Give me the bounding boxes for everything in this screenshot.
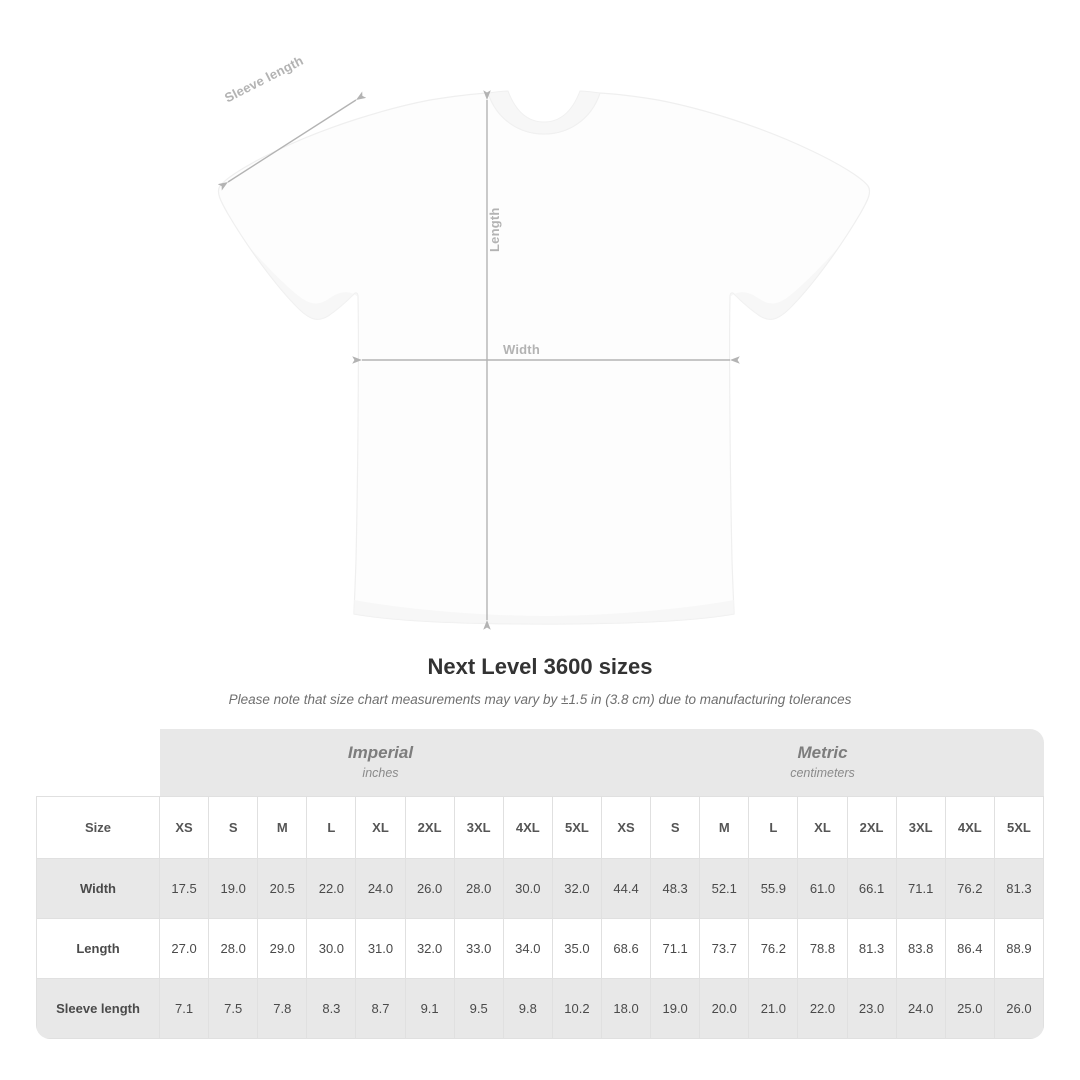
width-metric-4xl: 76.2 (945, 859, 994, 919)
width-metric-3xl: 71.1 (896, 859, 945, 919)
length-imperial-2xl: 32.0 (405, 919, 454, 979)
row-label-length: Length (37, 919, 160, 979)
width-imperial-3xl: 28.0 (454, 859, 503, 919)
sleeve-imperial-l: 8.3 (307, 979, 356, 1039)
sleeve-metric-4xl: 25.0 (945, 979, 994, 1039)
length-metric-5xl: 88.9 (994, 919, 1043, 979)
length-metric-3xl: 83.8 (896, 919, 945, 979)
table-row (37, 919, 1044, 979)
size-header-metric-3xl: 3XL (896, 797, 945, 859)
imperial-unit-label: inches (362, 766, 399, 780)
size-header-imperial-xs: XS (160, 797, 209, 859)
size-header-imperial-m: M (258, 797, 307, 859)
sleeve-length-label: Sleeve length (222, 52, 306, 106)
width-metric-2xl: 66.1 (847, 859, 896, 919)
table-row (37, 859, 1044, 919)
table-row (37, 979, 1044, 1039)
width-imperial-4xl: 30.0 (503, 859, 552, 919)
sleeve-metric-xs: 18.0 (601, 979, 650, 1039)
length-metric-xl: 78.8 (798, 919, 847, 979)
length-imperial-3xl: 33.0 (454, 919, 503, 979)
width-label: Width (503, 342, 540, 357)
size-header-metric-l: L (749, 797, 798, 859)
width-metric-xl: 61.0 (798, 859, 847, 919)
size-header-metric-4xl: 4XL (945, 797, 994, 859)
sleeve-imperial-2xl: 9.1 (405, 979, 454, 1039)
row-label-sleeve-length: Sleeve length (37, 979, 160, 1039)
width-imperial-2xl: 26.0 (405, 859, 454, 919)
length-metric-4xl: 86.4 (945, 919, 994, 979)
width-imperial-m: 20.5 (258, 859, 307, 919)
sleeve-imperial-5xl: 10.2 (552, 979, 601, 1039)
size-header-metric-s: S (651, 797, 700, 859)
length-imperial-5xl: 35.0 (552, 919, 601, 979)
unit-header-spacer (37, 729, 160, 797)
sleeve-imperial-m: 7.8 (258, 979, 307, 1039)
imperial-header (160, 729, 602, 797)
sleeve-imperial-xs: 7.1 (160, 979, 209, 1039)
size-header-imperial-xl: XL (356, 797, 405, 859)
width-metric-5xl: 81.3 (994, 859, 1043, 919)
size-header-metric-m: M (700, 797, 749, 859)
sleeve-metric-3xl: 24.0 (896, 979, 945, 1039)
sleeve-imperial-xl: 8.7 (356, 979, 405, 1039)
width-imperial-xl: 24.0 (356, 859, 405, 919)
size-header-imperial-3xl: 3XL (454, 797, 503, 859)
sleeve-metric-2xl: 23.0 (847, 979, 896, 1039)
width-imperial-xs: 17.5 (160, 859, 209, 919)
length-metric-2xl: 81.3 (847, 919, 896, 979)
length-imperial-s: 28.0 (209, 919, 258, 979)
width-imperial-s: 19.0 (209, 859, 258, 919)
size-header-row (37, 797, 1044, 859)
size-header-metric-5xl: 5XL (994, 797, 1043, 859)
size-header-imperial-l: L (307, 797, 356, 859)
length-metric-s: 71.1 (651, 919, 700, 979)
length-imperial-4xl: 34.0 (503, 919, 552, 979)
sleeve-imperial-3xl: 9.5 (454, 979, 503, 1039)
size-header-metric-2xl: 2XL (847, 797, 896, 859)
size-header-imperial-5xl: 5XL (552, 797, 601, 859)
size-header-imperial-4xl: 4XL (503, 797, 552, 859)
width-imperial-l: 22.0 (307, 859, 356, 919)
sleeve-imperial-s: 7.5 (209, 979, 258, 1039)
size-header-metric-xl: XL (798, 797, 847, 859)
sleeve-metric-s: 19.0 (651, 979, 700, 1039)
width-metric-l: 55.9 (749, 859, 798, 919)
row-label-width: Width (37, 859, 160, 919)
length-metric-l: 76.2 (749, 919, 798, 979)
size-header-metric-xs: XS (601, 797, 650, 859)
length-imperial-l: 30.0 (307, 919, 356, 979)
length-imperial-xs: 27.0 (160, 919, 209, 979)
sleeve-metric-5xl: 26.0 (994, 979, 1043, 1039)
width-imperial-5xl: 32.0 (552, 859, 601, 919)
length-metric-m: 73.7 (700, 919, 749, 979)
page-title: Next Level 3600 sizes (427, 654, 653, 679)
sleeve-metric-xl: 22.0 (798, 979, 847, 1039)
length-metric-xs: 68.6 (601, 919, 650, 979)
size-chart-table (36, 729, 1044, 1039)
size-header-imperial-s: S (209, 797, 258, 859)
width-metric-m: 52.1 (700, 859, 749, 919)
width-metric-s: 48.3 (651, 859, 700, 919)
metric-system-label: Metric (797, 743, 848, 762)
width-metric-xs: 44.4 (601, 859, 650, 919)
size-corner-label: Size (37, 797, 160, 859)
page-subtitle: Please note that size chart measurements may vary by ±1.5 in (3.8 cm) due to manufacturing tolerances (228, 692, 852, 707)
sleeve-imperial-4xl: 9.8 (503, 979, 552, 1039)
metric-unit-label: centimeters (790, 766, 855, 780)
shirt-shape (218, 91, 869, 624)
metric-header (601, 729, 1043, 797)
length-imperial-xl: 31.0 (356, 919, 405, 979)
imperial-system-label: Imperial (347, 743, 414, 762)
length-label: Length (487, 207, 502, 252)
length-imperial-m: 29.0 (258, 919, 307, 979)
sleeve-metric-l: 21.0 (749, 979, 798, 1039)
size-header-imperial-2xl: 2XL (405, 797, 454, 859)
unit-header-row (37, 729, 1044, 797)
sleeve-metric-m: 20.0 (700, 979, 749, 1039)
